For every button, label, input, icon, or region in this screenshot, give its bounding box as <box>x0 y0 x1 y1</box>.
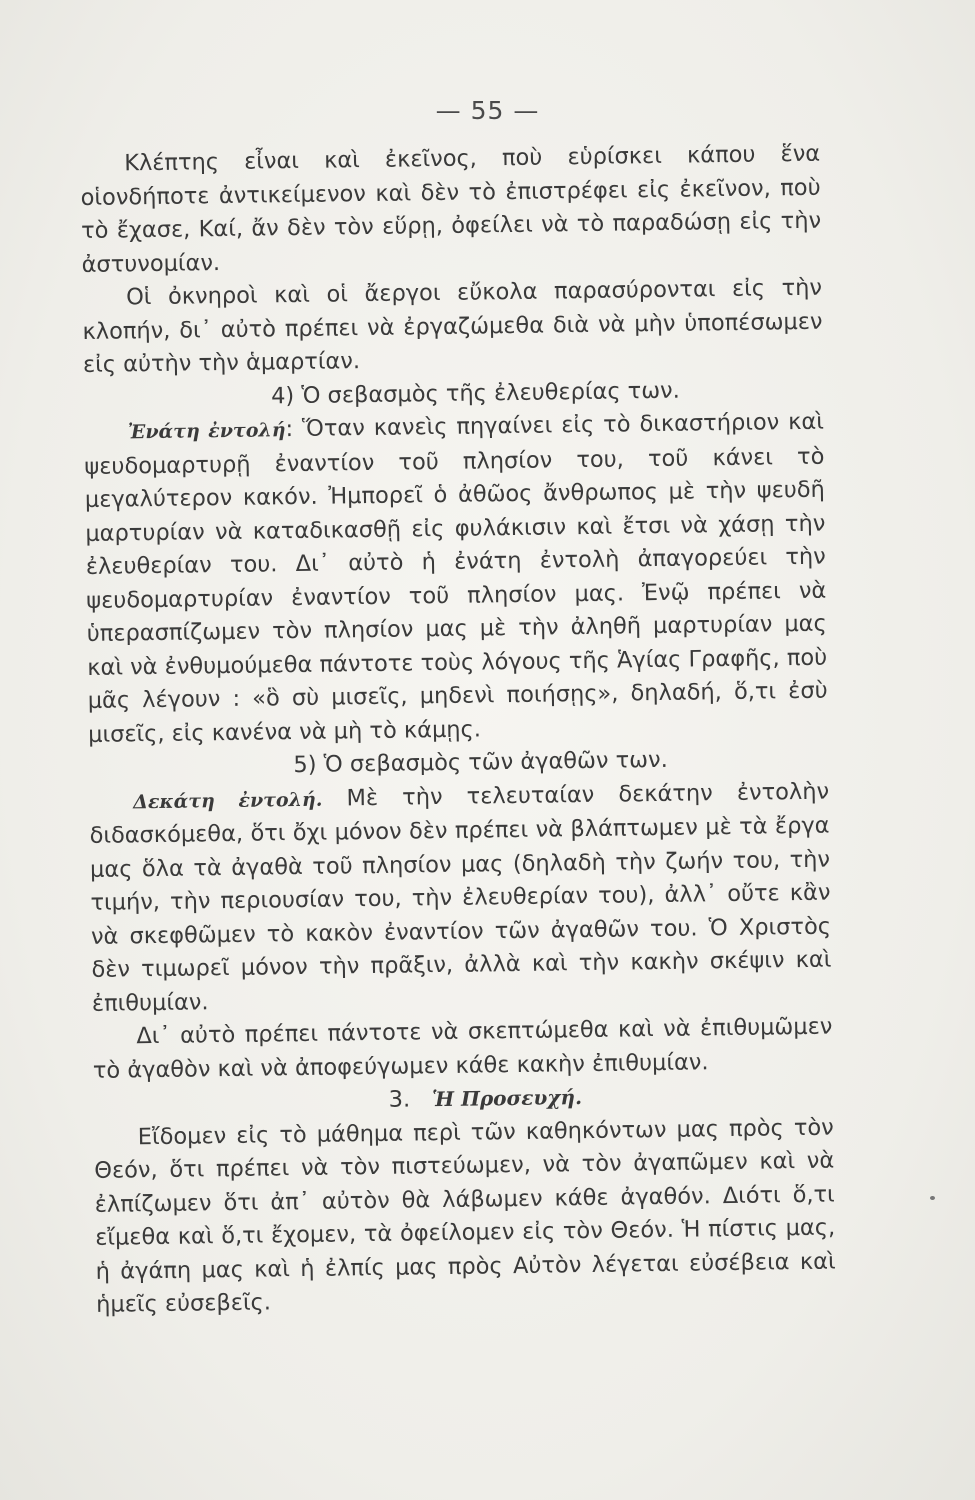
page-number: — 55 — <box>435 96 540 125</box>
page-body <box>80 138 836 1323</box>
paragraph-tenth-commandment <box>89 775 832 1021</box>
tenth-commandment-label: Δεκάτη ἐντολή. <box>132 788 323 813</box>
paragraph-good-thoughts: Δι᾽ αὐτὸ πρέπει πάντοτε νὰ σκεπτώμεθα καὶ νὰ ἐπιθυμῶμεν τὸ ἀγαθὸν καὶ νὰ ἀποφεύγωμεν κάθε κακὴν ἐπιθυμίαν. <box>92 1013 833 1084</box>
heading-goods: 5) Ὁ σεβασμὸς τῶν ἀγαθῶν των. <box>293 746 668 779</box>
ninth-commandment-label: Ἐνάτη ἐντολή <box>127 419 286 444</box>
section-number: 3. <box>388 1086 411 1113</box>
heading-freedom: 4) Ὁ σεβασμὸς τῆς ἐλευθερίας των. <box>270 377 680 409</box>
margin-speck <box>930 1196 935 1200</box>
paragraph-theft-finder: Κλέπτης εἶναι καὶ ἐκεῖνος, ποὺ εὑρίσκει κάπου ἕνα οἱονδήποτε ἀντικείμενον καὶ δὲν τὸ ἐπιστρέφει εἰς ἐκεῖνον, ποὺ τὸ ἔχασε, Καί, ἄν δὲν τὸν εὕρῃ, ὀφείλει νὰ τὸ παραδώσῃ εἰς τὴν ἀστυνομίαν. <box>80 140 822 278</box>
tenth-commandment-text: Μὲ τὴν τελευταίαν δεκάτην ἐντολὴν διδασκόμεθα, ὅτι ὄχι μόνον δὲν πρέπει νὰ βλάπτωμεν μὲ τὰ ἔργα μας ὅλα τὰ ἀγαθὰ τοῦ πλησίον μας (δηλαδὴ τὴν ζωήν του, τὴν τιμήν, τὴν περιουσίαν του, τὴν ἐλευθερίαν του), ἀλλ᾽ οὔτε κἂν νὰ σκεφθῶμεν τὸ κακὸν ἐναντίον τῶν ἀγαθῶν του. Ὁ Χριστὸς δὲν τιμωρεῖ μόνον τὴν πρᾶξιν, ἀλλὰ καὶ τὴν κακὴν σκέψιν καὶ ἐπιθυμίαν. <box>89 778 832 1017</box>
section-title-text: Ἡ Προσευχή. <box>431 1085 583 1112</box>
paragraph-piety: Εἴδομεν εἰς τὸ μάθημα περὶ τῶν καθηκόντων μας πρὸς τὸν Θεόν, ὅτι πρέπει νὰ τὸν πιστεύωμεν, νὰ τὸν ἀγαπῶμεν καὶ νὰ ἐλπίζωμεν ὅτι ἀπ᾽ αὐτὸν θὰ λάβωμεν κάθε ἀγαθόν. Διότι ὅ,τι εἴμεθα καὶ ὅ,τι ἔχομεν, τὰ ὀφείλομεν εἰς τὸν Θεόν. Ἡ πίστις μας, ἡ ἀγάπη μας καὶ ἡ ἐλπίς μας πρὸς Αὐτὸν λέγεται εὐσέβεια καὶ ἡμεῖς εὐσεβεῖς. <box>94 1114 836 1318</box>
paragraph-ninth-commandment <box>84 406 829 752</box>
ninth-commandment-text: : Ὅταν κανεὶς πηγαίνει εἰς τὸ δικαστήριον καὶ ψευδομαρτυρῇ ἐναντίον τοῦ πλησίον του, τοῦ κάνει τὸ μεγαλύτερον κακόν. Ἠμπορεῖ ὁ ἀθῶος ἄνθρωπος μὲ τὴν ψευδῆ μαρτυρίαν νὰ καταδικασθῇ εἰς φυλάκισιν καὶ ἔτσι νὰ χάσῃ τὴν ἐλευθερίαν του. Δι᾽ αὐτὸ ἡ ἐνάτη ἐντολὴ ἀπαγορεύει τὴν ψευδομαρτυρίαν ἐναντίον τοῦ πλησίον μας. Ἐνῷ πρέπει νὰ ὑπερασπίζωμεν τὸν πλησίον μας μὲ τὴν ἀληθῆ μαρτυρίαν μας καὶ νὰ ἐνθυμούμεθα πάντοτε τοὺς λόγους τῆς Ἁγίας Γραφῆς, ποὺ μᾶς λέγουν : «ὃ σὺ μισεῖς, μηδενὶ ποιήσῃς», δηλαδή, ὅ,τι ἐσὺ μισεῖς, εἰς κανένα νὰ μὴ τὸ κάμῃς. <box>84 408 828 748</box>
paragraph-idlers: Οἱ ὀκνηροὶ καὶ οἱ ἄεργοι εὔκολα παρασύρονται εἰς τὴν κλοπήν, δι᾽ αὐτὸ πρέπει νὰ ἐργαζώμεθα διὰ νὰ μὴν ὑποπέσωμεν εἰς αὐτὴν τὴν ἁμαρτίαν. <box>82 274 823 378</box>
